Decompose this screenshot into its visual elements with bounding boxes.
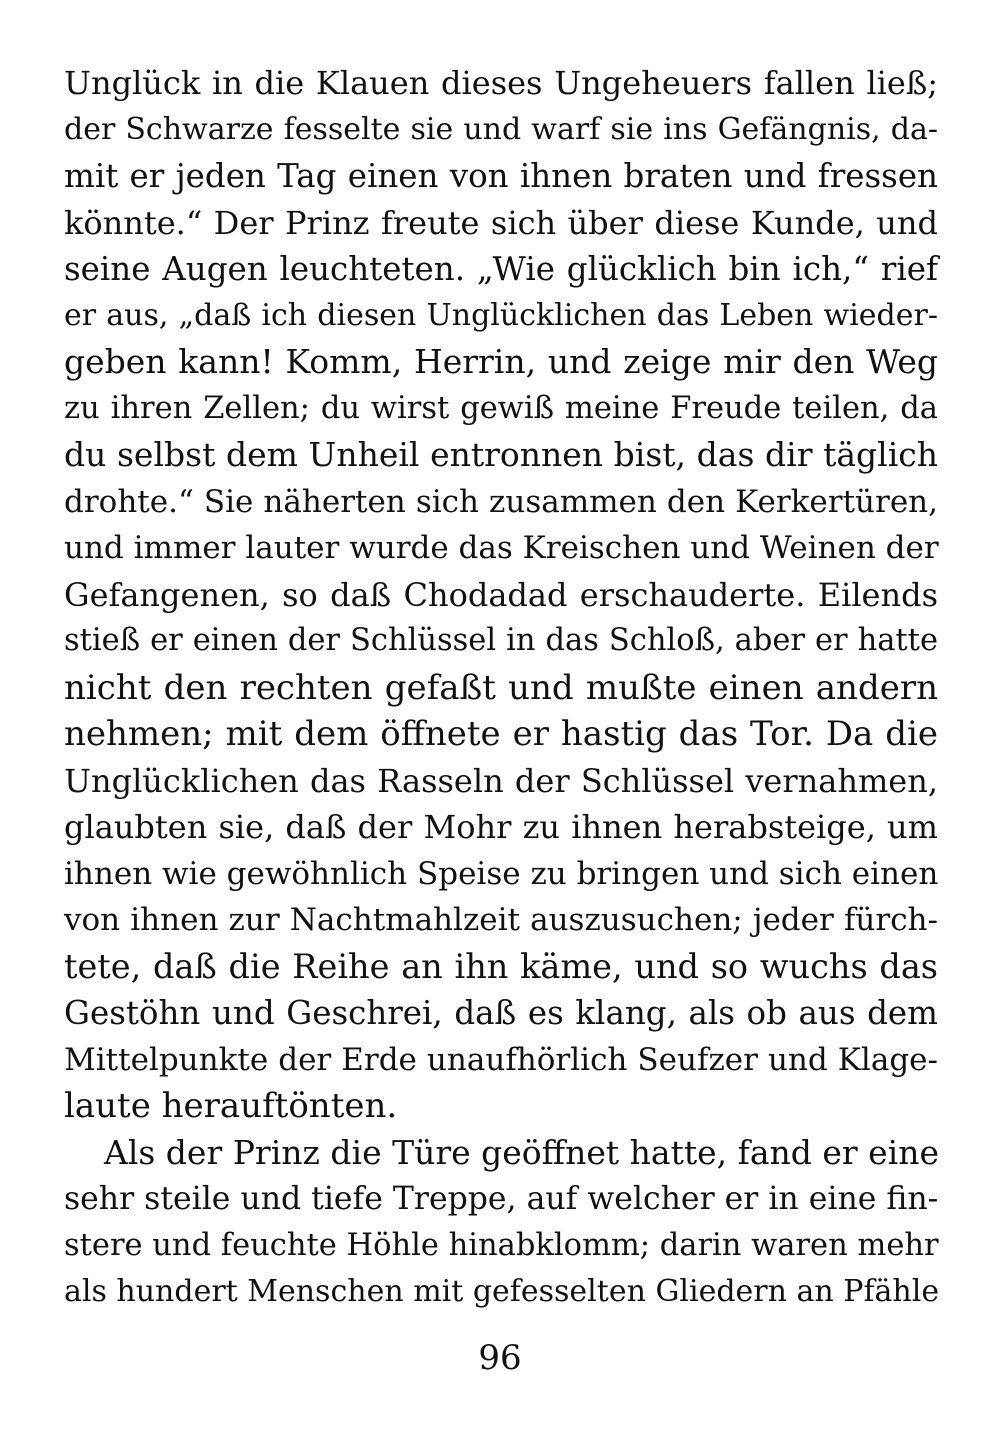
text-line: stieß er einen der Schlüssel in das Schloß, aber er hatte	[64, 623, 938, 658]
text-line: geben kann! Komm, Herrin, und zeige mir den Weg	[64, 342, 938, 381]
text-line: glaubten sie, daß der Mohr zu ihnen herabsteige, um	[64, 808, 938, 846]
text-line: Gefangenen, so daß Chodadad erschauderte. Eilends	[64, 575, 938, 614]
paragraph-end-line: laute herauftönten.	[64, 1086, 398, 1126]
text-line: drohte.“ Sie näherten sich zusammen den Kerkertüren,	[64, 483, 938, 520]
text-line: stere und feuchte Höhle hinabklomm; darin waren mehr	[64, 1227, 939, 1263]
text-line: Mittelpunkte der Erde unaufhörlich Seufzer und Klage-	[64, 1041, 938, 1078]
text-line: tete, daß die Reihe an ihn käme, und so wuchs das	[64, 946, 938, 986]
text-line: Gestöhn und Geschrei, daß es klang, als ob aus dem	[64, 994, 938, 1032]
body-text	[64, 60, 938, 1316]
text-line: seine Augen leuchteten. „Wie glücklich bin ich,“ rief	[64, 250, 938, 288]
text-line: Unglücklichen das Rasseln der Schlüssel vernahmen,	[64, 761, 938, 800]
text-line: und immer lauter wurde das Kreischen und Weinen der	[64, 530, 939, 566]
text-line: der Schwarze fesselte sie und warf sie ins Gefängnis, da-	[64, 111, 938, 147]
text-line: du selbst dem Unheil entronnen bist, das dir täglich	[64, 435, 938, 474]
text-line: nehmen; mit dem öffnete er hastig das Tor. Da die	[64, 714, 938, 754]
text-line: zu ihren Zellen; du wirst gewiß meine Freude teilen, da	[64, 390, 938, 426]
paragraph-start-line: Als der Prinz die Türe geöffnet hatte, fand er eine	[104, 1132, 940, 1172]
text-line: er aus, „daß ich diesen Unglücklichen das Leben wieder-	[64, 297, 938, 333]
text-line: als hundert Menschen mit gefesselten Gliedern an Pfähle	[64, 1274, 940, 1309]
text-line: könnte.“ Der Prinz freute sich über diese Kunde, und	[64, 203, 938, 242]
text-line: ihnen wie gewöhnlich Speise zu bringen und sich einen	[64, 855, 939, 892]
text-line: Unglück in die Klauen dieses Ungeheuers fallen ließ;	[64, 64, 938, 102]
text-line: mit er jeden Tag einen von ihnen braten und fressen	[64, 157, 938, 195]
page-number: 96	[478, 1338, 522, 1378]
text-line: von ihnen zur Nachtmahlzeit auszusuchen; jeder fürch-	[64, 902, 938, 938]
text-line: nicht den rechten gefaßt und mußte einen andern	[64, 667, 938, 708]
text-line: sehr steile und tiefe Treppe, auf welcher er in eine fin-	[64, 1181, 939, 1217]
